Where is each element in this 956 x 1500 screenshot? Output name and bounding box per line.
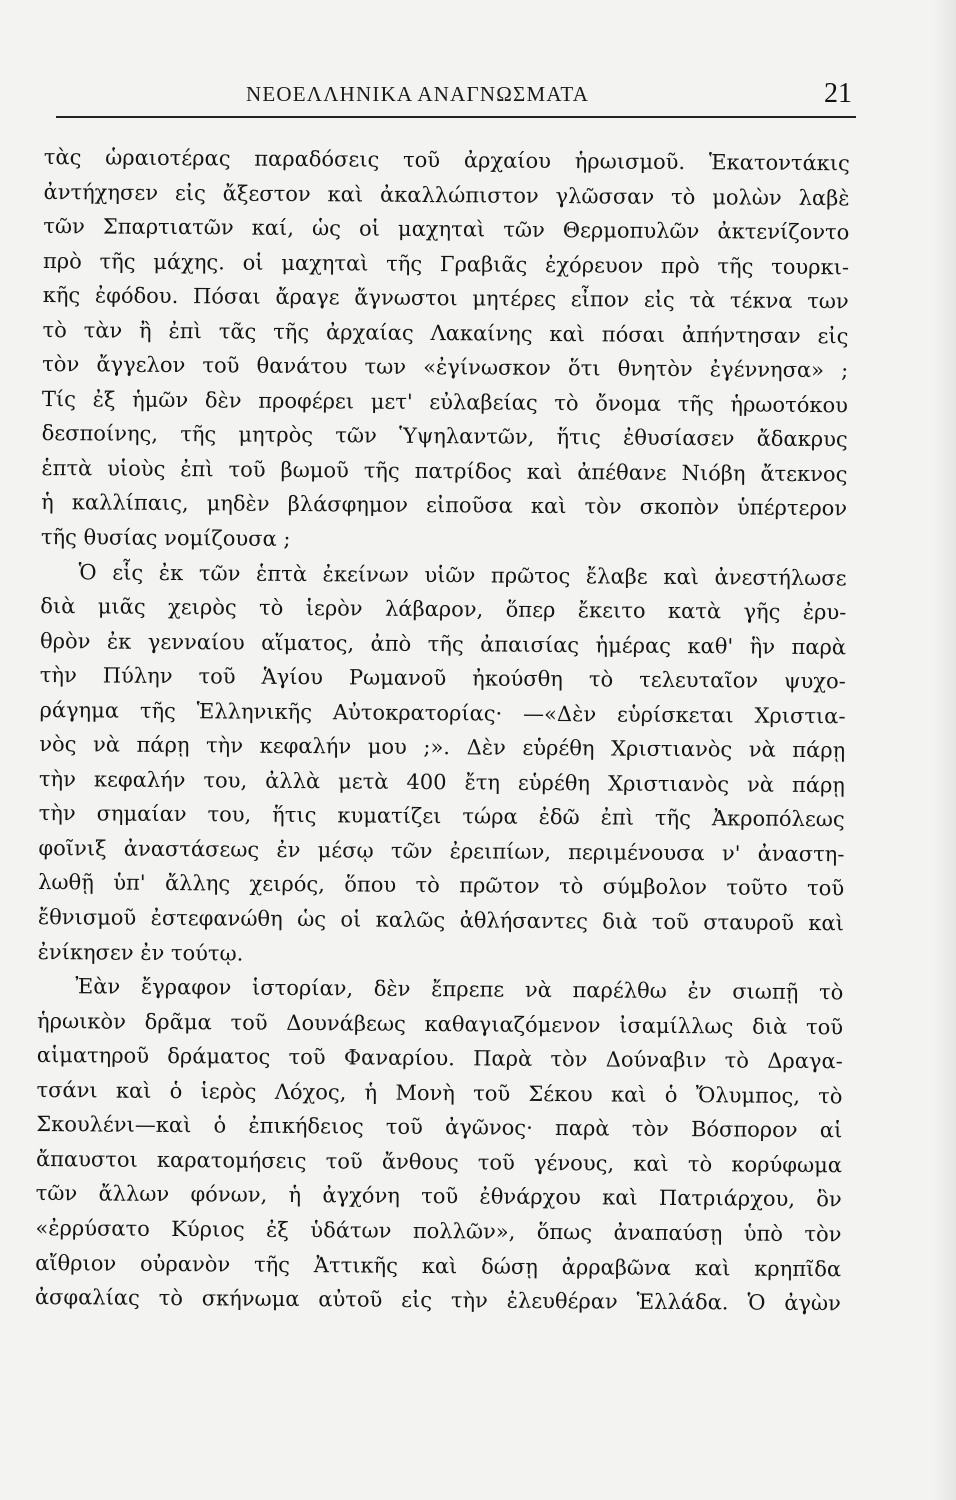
page-number: 21 [824,78,852,109]
text-line: πρὸ τῆς μάχης. οἱ μαχηταὶ τῆς Γραβιᾶς ἐχόρευον πρὸ τῆς τουρκι- [42,248,850,279]
text-line: τὴν Πύλην τοῦ Ἁγίου Ρωμανοῦ ἠκούσθη τὸ τελευταῖον ψυχο- [39,663,846,694]
text-line: τῆς θυσίας νομίζουσα ; [40,525,291,551]
text-line: κῆς ἐφόδου. Πόσαι ἄραγε ἄγνωστοι μητέρες εἶπον εἰς τὰ τέκνα των [42,283,849,314]
text-line: Ὁ εἷς ἐκ τῶν ἑπτὰ ἐκείνων υἱῶν πρῶτος ἔλαβε καὶ ἀνεστήλωσε [78,559,847,590]
text-line: ἡρωικὸν δρᾶμα τοῦ Δουνάβεως καθαγιαζόμενον ἰσαμίλλως διὰ τοῦ [36,1008,844,1039]
text-line: αἴθριον οὐρανὸν τῆς Ἀττικῆς καὶ δώσῃ ἀρραβῶνα καὶ κρηπῖδα [35,1250,842,1281]
text-line: ἔθνισμοῦ ἐστεφανώθη ὡς οἱ καλῶς ἀθλήσαντες διὰ τοῦ σταυροῦ καὶ [37,905,844,936]
text-line: ἑπτὰ υἱοὺς ἐπὶ τοῦ βωμοῦ τῆς πατρίδος καὶ ἀπέθανε Νιόβη ἄτεκνος [41,455,848,487]
text-line: τὸν ἄγγελον τοῦ θανάτου των «ἐγίνωσκον ὅτι θνητὸν ἐγέννησα» ; [42,352,849,383]
header-rule [56,116,856,118]
text-line: τὴν σημαίαν του, ἥτις κυματίζει τώρα ἐδῶ ἐπὶ τῆς Ἀκροπόλεως [38,801,845,832]
text-line: φοῖνιξ ἀναστάσεως ἐν μέσῳ τῶν ἐρειπίων, περιμένουσα ν' ἀναστη- [38,835,845,867]
text-line: ἐνίκησεν ἐν τούτῳ. [37,939,244,966]
text-line: «ἐρρύσατο Κύριος ἐξ ὑδάτων πολλῶν», ὅπως ἀναπαύσῃ ὑπὸ τὸν [35,1215,842,1247]
scan-edge-shadow [934,0,956,1500]
text-line: λωθῇ ὑπ' ἄλλης χειρός, ὅπου τὸ πρῶτον τὸ σύμβολον τοῦτο τοῦ [38,870,845,901]
running-header [56,78,856,120]
text-line: ἀσφαλίας τὸ σκήνωμα αὐτοῦ εἰς τὴν ἐλευθέραν Ἑλλάδα. Ὁ ἀγὼν [34,1285,841,1316]
text-line: τσάνι καὶ ὁ ἱερὸς Λόχος, ἡ Μονὴ τοῦ Σέκου καὶ ὁ Ὄλυμπος, τὸ [36,1077,843,1109]
text-line: διὰ μιᾶς χειρὸς τὸ ἱερὸν λάβαρον, ὅπερ ἔκειτο κατὰ γῆς ἐρυ- [40,594,847,625]
text-line: τὸ τὰν ἢ ἐπὶ τᾶς τῆς ἀρχαίας Λακαίνης καὶ πόσαι ἀπήντησαν εἰς [42,317,849,349]
text-line: τῶν Σπαρτιατῶν καί, ὡς οἱ μαχηταὶ τῶν Θερμοπυλῶν ἀκτενίζοντο [43,214,850,245]
text-line: τῶν ἄλλων φόνων, ἡ ἀγχόνη τοῦ ἐθνάρχου καὶ Πατριάρχου, ὃν [35,1181,842,1212]
text-line: ράγημα τῆς Ἑλληνικῆς Αὐτοκρατορίας· —«Δὲν εὑρίσκεται Χριστια- [39,697,846,729]
running-title: ΝΕΟΕΛΛΗΝΙΚΑ ΑΝΑΓΝΩΣΜΑΤΑ [246,82,590,106]
text-line: τὰς ὡραιοτέρας παραδόσεις τοῦ ἀρχαίου ἡρωισμοῦ. Ἑκατοντάκις [43,144,850,176]
text-line: ἀντήχησεν εἰς ἄξεστον καὶ ἀκαλλώπιστον γλῶσσαν τὸ μολὼν λαβὲ [43,179,850,210]
text-line: ἄπαυστοι καρατομήσεις τοῦ ἄνθους τοῦ γένους, καὶ τὸ κορύφωμα [35,1146,843,1178]
text-line: ἡ καλλίπαις, μηδὲν βλάσφημον εἰποῦσα καὶ τὸν σκοπὸν ὑπέρτερον [41,490,848,521]
text-line: δεσποίνης, τῆς μητρὸς τῶν Ὑψηλαντῶν, ἥτις ἐθυσίασεν ἄδακρυς [41,421,848,452]
text-line: θρὸν ἐκ γενναίου αἵματος, ἀπὸ τῆς ἀπαισίας ἡμέρας καθ' ἣν παρὰ [39,628,847,659]
text-line: αἱματηροῦ δράματος τοῦ Φαναρίου. Παρὰ τὸν Δούναβιν τὸ Δραγα- [36,1043,843,1074]
text-line: Ἐὰν ἔγραφον ἱστορίαν, δὲν ἔπρεπε νὰ παρέλθω ἐν σιωπῇ τὸ [75,974,844,1005]
body-text [35,140,850,1321]
text-line: Σκουλένι—καὶ ὁ ἐπικήδειος τοῦ ἀγῶνος· παρὰ τὸν Βόσπορον αἱ [36,1112,843,1143]
text-line: τὴν κεφαλήν του, ἀλλὰ μετὰ 400 ἔτη εὑρέθη Χριστιανὸς νὰ πάρῃ [38,766,846,798]
text-line: νὸς νὰ πάρῃ τὴν κεφαλήν μου ;». Δὲν εὑρέθη Χριστιανὸς νὰ πάρῃ [39,732,846,763]
text-line: Τίς ἐξ ἡμῶν δὲν προφέρει μετ' εὐλαβείας τὸ ὄνομα τῆς ἡρωοτόκου [41,386,849,418]
